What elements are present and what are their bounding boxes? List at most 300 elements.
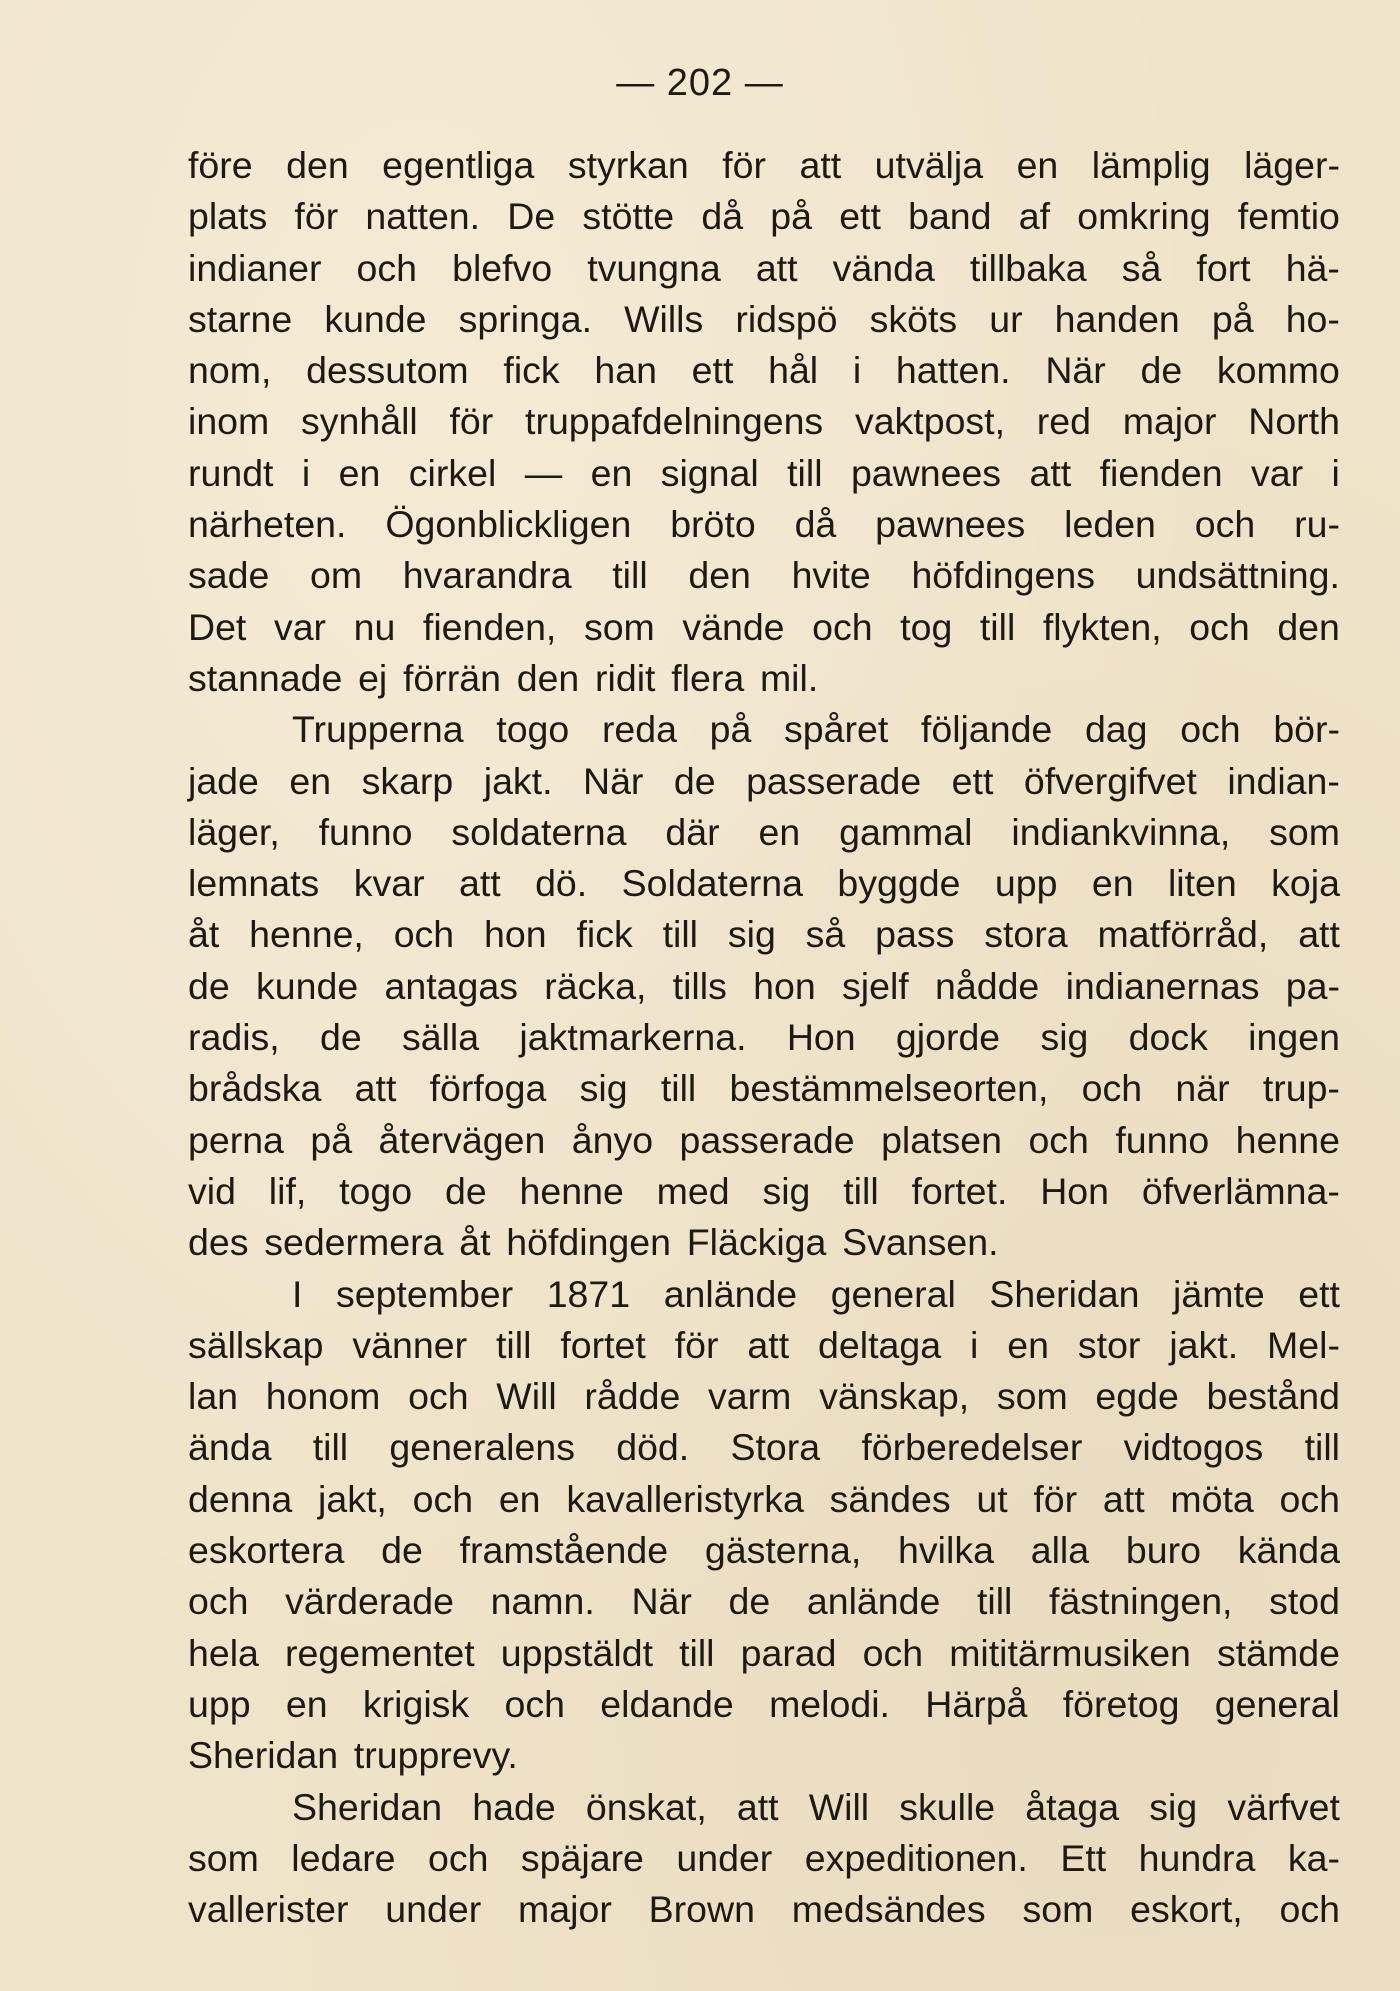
word: och bbox=[428, 1836, 489, 1879]
word: späjare bbox=[520, 1836, 644, 1879]
word: som bbox=[1022, 1888, 1094, 1931]
word: När bbox=[582, 759, 644, 802]
word: Sheridan bbox=[989, 1272, 1140, 1315]
word: Det bbox=[188, 605, 247, 648]
word: ut bbox=[976, 1477, 1008, 1520]
word: trupprevy. bbox=[353, 1734, 518, 1777]
word: jakt, bbox=[318, 1477, 387, 1520]
word: en bbox=[1016, 144, 1059, 186]
word: soldaterna bbox=[451, 810, 627, 853]
word: den bbox=[516, 656, 580, 699]
word: dock bbox=[1128, 1016, 1208, 1059]
word: på bbox=[310, 1118, 353, 1161]
word: stämde bbox=[1217, 1631, 1340, 1674]
word: alla bbox=[1030, 1529, 1090, 1572]
word: de bbox=[728, 1580, 771, 1623]
word: förberedelser bbox=[861, 1426, 1083, 1469]
word: där bbox=[665, 810, 720, 853]
word: togo bbox=[496, 708, 570, 751]
word: så bbox=[1121, 246, 1162, 289]
word: natten. bbox=[365, 195, 481, 238]
word: antagas bbox=[384, 964, 518, 1007]
word: ända bbox=[188, 1426, 272, 1469]
word: synhåll bbox=[301, 400, 418, 443]
word: de bbox=[188, 964, 230, 1007]
word: kunde bbox=[324, 297, 427, 340]
word: kavalleristyrka bbox=[566, 1477, 804, 1520]
word: och bbox=[1279, 1888, 1340, 1931]
word: sälla bbox=[401, 1016, 480, 1059]
word: dö. bbox=[535, 862, 588, 905]
word: upp bbox=[994, 862, 1058, 905]
word: springa. bbox=[458, 297, 593, 340]
text-line bbox=[188, 602, 1340, 653]
word: de bbox=[319, 1016, 362, 1059]
word: fortet bbox=[560, 1323, 646, 1366]
word: passerade bbox=[746, 759, 922, 802]
word: följande bbox=[920, 708, 1053, 751]
word: före bbox=[188, 144, 253, 186]
word: vända bbox=[832, 246, 935, 289]
word: att bbox=[747, 1323, 790, 1366]
word: Stora bbox=[730, 1426, 821, 1469]
word: till bbox=[496, 1323, 532, 1366]
word: hatten. bbox=[895, 349, 1011, 392]
word: deltaga bbox=[818, 1323, 942, 1366]
word: hvarandra bbox=[402, 554, 572, 597]
word: styrkan bbox=[567, 144, 689, 186]
word: tills bbox=[672, 964, 727, 1007]
text-line bbox=[188, 704, 1340, 755]
text-line bbox=[188, 550, 1340, 601]
text-line bbox=[188, 653, 1340, 704]
word: som bbox=[583, 605, 655, 648]
text-line bbox=[188, 1371, 1340, 1422]
word: lif, bbox=[268, 1169, 307, 1212]
body-text bbox=[188, 140, 1340, 1935]
text-line bbox=[188, 807, 1340, 858]
word: jakt. bbox=[483, 759, 553, 802]
text-line bbox=[188, 243, 1340, 294]
word: och bbox=[1189, 605, 1250, 648]
word: trup- bbox=[1262, 1067, 1340, 1110]
word: ur bbox=[989, 297, 1023, 340]
text-line bbox=[188, 1269, 1340, 1320]
word: Härpå bbox=[925, 1682, 1028, 1725]
word: läger- bbox=[1244, 144, 1340, 186]
word: fästningen, bbox=[1049, 1580, 1233, 1623]
word: medsändes bbox=[791, 1888, 986, 1931]
word: en bbox=[590, 451, 633, 494]
word: I bbox=[292, 1272, 303, 1315]
word: till bbox=[976, 1580, 1013, 1623]
word: koja bbox=[1271, 862, 1340, 905]
text-line bbox=[188, 1422, 1340, 1473]
word: inom bbox=[188, 400, 270, 443]
text-line bbox=[188, 1525, 1340, 1576]
word: melodi. bbox=[769, 1682, 890, 1725]
word: utvälja bbox=[874, 144, 984, 186]
text-line bbox=[188, 1679, 1340, 1730]
word: hade bbox=[472, 1785, 556, 1828]
word: tvungna bbox=[587, 246, 721, 289]
word: var bbox=[1251, 451, 1304, 494]
word: Hon bbox=[1040, 1169, 1110, 1212]
word: stod bbox=[1269, 1580, 1340, 1623]
word: sig bbox=[1149, 1785, 1198, 1828]
word: för bbox=[449, 400, 494, 443]
word: som bbox=[1269, 810, 1340, 853]
word: värfvet bbox=[1227, 1785, 1340, 1828]
word: reda bbox=[601, 708, 677, 751]
word: var bbox=[273, 605, 327, 648]
word: upp bbox=[188, 1682, 251, 1725]
word: Brown bbox=[648, 1888, 755, 1931]
word: räcka, bbox=[544, 964, 647, 1007]
word: ridspö bbox=[735, 297, 838, 340]
word: vid bbox=[188, 1169, 236, 1212]
word: om bbox=[309, 554, 363, 597]
word: de bbox=[444, 1169, 487, 1212]
word: sig bbox=[762, 1169, 811, 1212]
word: vallerister bbox=[188, 1888, 349, 1931]
text-line bbox=[188, 1217, 1340, 1268]
word: rundt bbox=[188, 451, 274, 494]
word: död. bbox=[616, 1426, 690, 1469]
text-line bbox=[188, 1166, 1340, 1217]
text-line bbox=[188, 1576, 1340, 1627]
word: på bbox=[1211, 297, 1254, 340]
word: handen bbox=[1054, 297, 1180, 340]
word: vänskap, bbox=[819, 1375, 970, 1418]
word: Will bbox=[496, 1375, 557, 1418]
word: hä- bbox=[1285, 246, 1340, 289]
text-line bbox=[188, 909, 1340, 960]
word: egde bbox=[1095, 1375, 1179, 1418]
word: flykten, bbox=[1042, 605, 1162, 648]
word: ett bbox=[839, 195, 881, 238]
word: hvite bbox=[791, 554, 871, 597]
word: nådde bbox=[935, 964, 1040, 1007]
word: ru- bbox=[1294, 503, 1340, 546]
word: blefvo bbox=[452, 246, 553, 289]
word: band bbox=[908, 195, 992, 238]
text-line bbox=[188, 1063, 1340, 1114]
word: dessutom bbox=[306, 349, 469, 392]
word: namn. bbox=[490, 1580, 595, 1623]
word: general bbox=[1214, 1682, 1340, 1725]
word: lemnats bbox=[188, 862, 320, 905]
word: Hon bbox=[786, 1016, 856, 1059]
word: fick bbox=[503, 349, 560, 392]
word: major bbox=[1122, 400, 1217, 443]
word: generalens bbox=[389, 1426, 575, 1469]
word: och bbox=[412, 1477, 474, 1520]
word: cirkel bbox=[408, 451, 497, 494]
word: den bbox=[1277, 605, 1340, 648]
word: indian- bbox=[1227, 759, 1340, 802]
word: 1871 bbox=[546, 1272, 631, 1315]
word: Svansen. bbox=[842, 1221, 999, 1264]
word: plats bbox=[188, 195, 268, 238]
word: med bbox=[656, 1169, 730, 1212]
word: hon bbox=[484, 913, 547, 956]
word: till bbox=[843, 1169, 879, 1212]
word: när bbox=[1175, 1067, 1230, 1110]
text-line bbox=[188, 1628, 1340, 1679]
word: gammal bbox=[839, 810, 973, 853]
word: och bbox=[1279, 1477, 1340, 1520]
word: en bbox=[285, 1682, 328, 1725]
word: henne bbox=[519, 1169, 624, 1212]
word: matförråd, bbox=[1097, 913, 1269, 956]
word: närheten. bbox=[188, 503, 347, 546]
word: och bbox=[862, 1631, 924, 1674]
word: Sheridan bbox=[188, 1734, 339, 1777]
word: på bbox=[709, 708, 752, 751]
word: platsen bbox=[881, 1118, 1003, 1161]
word: en bbox=[289, 759, 332, 802]
word: bestämmelseorten, bbox=[729, 1067, 1049, 1110]
word: till bbox=[612, 554, 648, 597]
word: återvägen bbox=[378, 1118, 546, 1161]
word: sig bbox=[727, 913, 776, 956]
word: åt bbox=[459, 1221, 491, 1264]
word: för bbox=[1033, 1477, 1078, 1520]
word: Will bbox=[808, 1785, 870, 1828]
word: framstående bbox=[459, 1529, 669, 1572]
word: som bbox=[188, 1836, 259, 1879]
word: kommo bbox=[1216, 349, 1340, 392]
word: i bbox=[970, 1323, 979, 1366]
word: gästerna, bbox=[704, 1529, 862, 1572]
word: läger, bbox=[188, 810, 280, 853]
word: bestånd bbox=[1206, 1375, 1340, 1418]
word: så bbox=[805, 913, 846, 956]
text-line bbox=[188, 294, 1340, 345]
word: och bbox=[1194, 503, 1256, 546]
word: jade bbox=[188, 759, 259, 802]
word: fienden bbox=[1099, 451, 1223, 494]
word: höfdingen bbox=[506, 1221, 671, 1264]
text-line bbox=[188, 499, 1340, 550]
word: företog bbox=[1062, 1682, 1180, 1725]
word: den bbox=[688, 554, 751, 597]
word: jämte bbox=[1173, 1272, 1265, 1315]
word: femtio bbox=[1237, 195, 1340, 238]
word: stannade bbox=[188, 656, 343, 699]
text-line bbox=[188, 1115, 1340, 1166]
word: ett bbox=[691, 349, 734, 392]
word: regementet bbox=[285, 1631, 475, 1674]
word: henne, bbox=[249, 913, 364, 956]
word: ho- bbox=[1285, 297, 1340, 340]
word: mil. bbox=[759, 656, 819, 699]
word: des bbox=[188, 1221, 249, 1264]
word: Trupperna bbox=[292, 708, 464, 751]
word: till bbox=[312, 1426, 349, 1469]
word: lämplig bbox=[1091, 144, 1211, 186]
word: Fläckiga bbox=[686, 1221, 827, 1264]
text-line bbox=[188, 1884, 1340, 1935]
word: jaktmarkerna. bbox=[519, 1016, 747, 1059]
word: ingen bbox=[1248, 1016, 1340, 1059]
word: kvar bbox=[353, 862, 425, 905]
word: en bbox=[758, 810, 801, 853]
word: september bbox=[335, 1272, 514, 1315]
word: att bbox=[1102, 1477, 1145, 1520]
word: indianer bbox=[188, 246, 322, 289]
word: skarp bbox=[361, 759, 454, 802]
word: red bbox=[1036, 400, 1091, 443]
word: och bbox=[408, 1375, 469, 1418]
text-line bbox=[188, 345, 1340, 396]
word: sköts bbox=[869, 297, 958, 340]
word: och bbox=[188, 1580, 249, 1623]
text-line bbox=[188, 858, 1340, 909]
word: till bbox=[660, 1067, 697, 1110]
word: radis, bbox=[188, 1016, 280, 1059]
word: rådde bbox=[584, 1375, 681, 1418]
word: liten bbox=[1167, 862, 1237, 905]
word: att bbox=[799, 144, 842, 186]
word: pawnees bbox=[850, 451, 1002, 494]
word: leden bbox=[1064, 503, 1156, 546]
word: sig bbox=[579, 1067, 628, 1110]
word: till bbox=[662, 913, 698, 956]
word: hela bbox=[188, 1631, 259, 1674]
text-line bbox=[188, 140, 1340, 191]
word: en bbox=[1091, 862, 1134, 905]
word: för bbox=[674, 1323, 719, 1366]
word: för bbox=[722, 144, 766, 186]
word: sade bbox=[188, 554, 270, 597]
word: att bbox=[354, 1067, 397, 1110]
word: sedermera bbox=[264, 1221, 444, 1264]
word: fienden, bbox=[422, 605, 557, 648]
word: och bbox=[812, 605, 873, 648]
word: som bbox=[996, 1375, 1068, 1418]
word: skulle bbox=[899, 1785, 996, 1828]
word: Soldaterna bbox=[621, 862, 804, 905]
word: en bbox=[1007, 1323, 1049, 1366]
word: värderade bbox=[285, 1580, 454, 1623]
word: hon bbox=[753, 964, 816, 1007]
word: att bbox=[755, 246, 798, 289]
word: perna bbox=[188, 1118, 284, 1161]
word: spåret bbox=[784, 708, 889, 751]
word: vänner bbox=[352, 1323, 468, 1366]
word: och bbox=[1180, 708, 1241, 751]
word: vidtogos bbox=[1123, 1426, 1264, 1469]
word: anlände bbox=[806, 1580, 941, 1623]
word: och bbox=[504, 1682, 565, 1725]
word: höfdingens bbox=[911, 554, 1095, 597]
word: öfverlämna- bbox=[1141, 1169, 1340, 1212]
text-line bbox=[188, 961, 1340, 1012]
word: vände bbox=[682, 605, 785, 648]
text-line bbox=[188, 191, 1340, 242]
word: major bbox=[518, 1888, 612, 1931]
word: och bbox=[393, 913, 455, 956]
word: öfvergifvet bbox=[1023, 759, 1197, 802]
word: uppstäldt bbox=[500, 1631, 653, 1674]
word: till bbox=[679, 1631, 715, 1674]
word: De bbox=[507, 195, 556, 238]
word: Wills bbox=[624, 297, 704, 340]
word: flera bbox=[671, 656, 745, 699]
word: och bbox=[356, 246, 417, 289]
text-line bbox=[188, 396, 1340, 447]
word: funno bbox=[318, 810, 413, 853]
text-line bbox=[188, 756, 1340, 807]
text-line bbox=[188, 1320, 1340, 1371]
word: signal bbox=[660, 451, 759, 494]
word: ånyo bbox=[571, 1118, 654, 1161]
word: åtaga bbox=[1025, 1785, 1120, 1828]
text-line bbox=[188, 448, 1340, 499]
word: fick bbox=[576, 913, 633, 956]
word: då bbox=[794, 503, 837, 546]
word: general bbox=[830, 1272, 956, 1315]
word: Ögonblickligen bbox=[385, 503, 632, 546]
word: mititärmusiken bbox=[949, 1631, 1191, 1674]
word: tog bbox=[900, 605, 953, 648]
word: kända bbox=[1237, 1529, 1340, 1572]
word: dag bbox=[1084, 708, 1148, 751]
word: åt bbox=[188, 913, 220, 956]
word: pawnees bbox=[875, 503, 1026, 546]
word: under bbox=[385, 1888, 482, 1931]
word: indiankvinna, bbox=[1011, 810, 1231, 853]
word: ledare bbox=[291, 1836, 396, 1879]
word: truppafdelningens bbox=[525, 400, 824, 443]
text-line bbox=[188, 1730, 1340, 1781]
word: expeditionen. bbox=[804, 1836, 1028, 1879]
word: sändes bbox=[829, 1477, 951, 1520]
word: ett bbox=[951, 759, 994, 802]
word: att bbox=[1298, 913, 1340, 956]
word: Ett bbox=[1060, 1836, 1107, 1879]
word: hundra bbox=[1138, 1836, 1256, 1879]
word: hvilka bbox=[898, 1529, 994, 1572]
word: fort bbox=[1196, 246, 1251, 289]
word: togo bbox=[339, 1169, 413, 1212]
word: omkring bbox=[1077, 195, 1211, 238]
word: henne bbox=[1235, 1118, 1340, 1161]
word: eldande bbox=[600, 1682, 734, 1725]
word: Mel- bbox=[1267, 1323, 1340, 1366]
word: bör- bbox=[1273, 708, 1340, 751]
word: till bbox=[1304, 1426, 1340, 1469]
word: att bbox=[1029, 451, 1072, 494]
word: funno bbox=[1115, 1118, 1210, 1161]
word: bröto bbox=[670, 503, 756, 546]
word: eskort, bbox=[1130, 1888, 1243, 1931]
word: ka- bbox=[1287, 1836, 1340, 1879]
word: till bbox=[787, 451, 823, 494]
word: krigisk bbox=[362, 1682, 470, 1725]
word: lan bbox=[188, 1375, 239, 1418]
word: starne bbox=[188, 297, 293, 340]
word: denna bbox=[188, 1477, 293, 1520]
word: stor bbox=[1077, 1323, 1141, 1366]
word: önskat, bbox=[585, 1785, 707, 1828]
word: North bbox=[1248, 400, 1340, 443]
word: fortet. bbox=[911, 1169, 1008, 1212]
word: pass bbox=[875, 913, 955, 956]
word: ej bbox=[358, 656, 388, 699]
